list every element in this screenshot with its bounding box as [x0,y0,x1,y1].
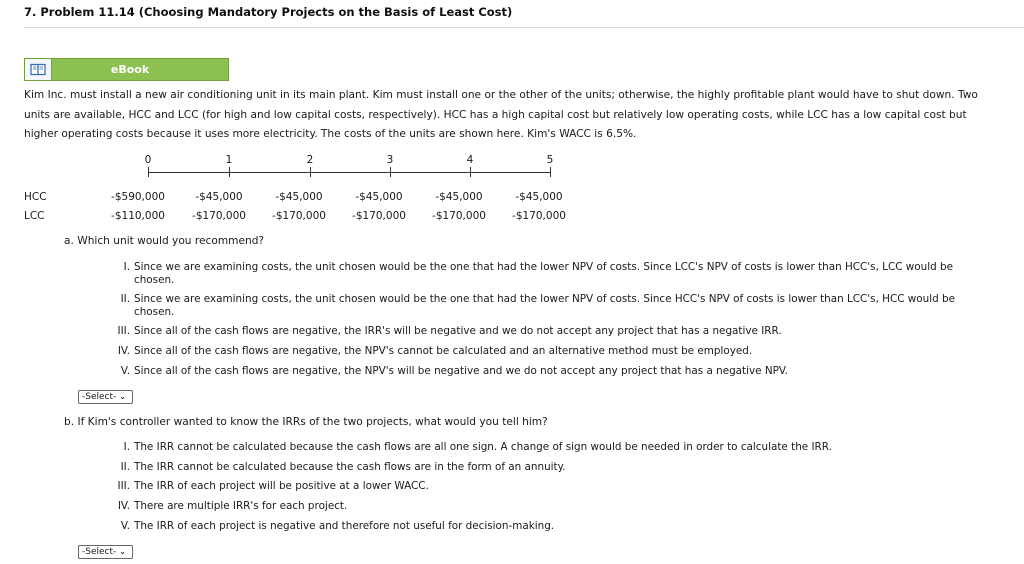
timeline-tick [310,167,311,177]
cash-flow-value: -$170,000 [512,210,566,222]
option-text: The IRR cannot be calculated because the cash flows are all one sign. A change of sign would be needed in order to calculate the IRR. [134,441,832,453]
cash-flow-value: -$590,000 [111,191,165,203]
timeline-tick [390,167,391,177]
option-number: I. [123,261,130,273]
question-b-prompt: b. If Kim's controller wanted to know the IRRs of the two projects, what would you tell him? [64,416,548,428]
period-label: 2 [306,154,314,166]
row-label-lcc: LCC [24,210,45,222]
question-a-option-1 [104,261,1004,287]
period-label: 4 [466,154,474,166]
cash-flow-value: -$45,000 [195,191,243,203]
timeline-tick [148,167,149,177]
period-label: 1 [225,154,233,166]
period-label: 0 [144,154,152,166]
question-a-option-2 [104,293,1004,319]
intro-line-3: higher operating costs because it uses more electricity. The costs of the units are shown here. Kim's WACC is 6.5%. [24,128,637,140]
option-number: IV. [117,500,130,512]
option-number: V. [120,365,130,377]
option-text: Since all of the cash flows are negative, the NPV's cannot be calculated and an alternative method must be employed. [134,345,753,357]
option-text: There are multiple IRR's for each project. [134,500,348,512]
option-number: II. [120,461,130,473]
option-number: IV. [117,345,130,357]
cash-flow-value: -$170,000 [192,210,246,222]
book-icon [25,59,52,80]
option-text: Since all of the cash flows are negative, the IRR's will be negative and we do not accept any project that has a negative IRR. [134,325,782,337]
option-text: The IRR cannot be calculated because the cash flows are in the form of an annuity. [134,461,566,473]
cash-flow-value: -$45,000 [275,191,323,203]
timeline-tick [229,167,230,177]
intro-line-1: Kim Inc. must install a new air conditioning unit in its main plant. Kim must install one or the other of the units; otherwise, the highly profitable plant would have to shut down. Two [24,89,978,101]
option-text: chosen. [134,306,175,318]
option-number: III. [117,325,130,337]
option-text: Since we are examining costs, the unit chosen would be the one that had the lower NPV of costs. Since LCC's NPV of costs is lower than HCC's, LCC would be [134,261,953,273]
chevron-down-icon: ⌄ [119,392,126,401]
select-value: -Select- [82,392,117,402]
period-label: 5 [546,154,554,166]
option-number: II. [120,293,130,305]
cash-flow-value: -$110,000 [111,210,165,222]
cash-flow-timeline [0,150,1024,230]
option-number: I. [123,441,130,453]
option-text: The IRR of each project is negative and therefore not useful for decision-making. [134,520,555,532]
option-text: The IRR of each project will be positive at a lower WACC. [134,480,429,492]
ebook-label: eBook [110,63,150,76]
cash-flow-value: -$45,000 [355,191,403,203]
row-label-hcc: HCC [24,191,47,203]
problem-description [24,86,1014,145]
problem-title: 7. Problem 11.14 (Choosing Mandatory Projects on the Basis of Least Cost) [24,5,513,19]
intro-line-2: units are available, HCC and LCC (for high and low capital costs, respectively). HCC has a high capital cost but relatively low operating costs, while LCC has a low capital cost but [24,108,967,121]
cash-flow-value: -$170,000 [352,210,406,222]
question-b-option-4 [104,500,1004,513]
question-b-option-3 [104,480,1004,493]
question-a-select[interactable] [78,390,133,404]
chevron-down-icon: ⌄ [119,547,126,556]
question-a-prompt: a. Which unit would you recommend? [64,235,265,247]
option-number: V. [120,520,130,532]
option-number: III. [117,480,130,492]
ebook-button[interactable] [24,58,229,81]
timeline-tick [470,167,471,177]
question-b-option-5 [104,520,1004,533]
question-a-option-4 [104,345,1004,358]
title-divider [24,27,1024,28]
option-text: chosen. [134,274,175,286]
option-text: Since all of the cash flows are negative, the NPV's will be negative and we do not accept any project that has a negative NPV. [134,365,788,377]
question-b-select[interactable] [78,545,133,559]
question-a-option-5 [104,365,1004,378]
cash-flow-value: -$170,000 [272,210,326,222]
select-value: -Select- [82,547,117,557]
question-b-option-2 [104,461,1004,474]
timeline-tick [550,167,551,177]
question-a-option-3 [104,325,1004,338]
period-label: 3 [386,154,394,166]
option-text: Since we are examining costs, the unit chosen would be the one that had the lower NPV of costs. Since HCC's NPV of costs is lower than LCC's, HCC would be [134,293,956,305]
timeline-axis [148,172,550,173]
cash-flow-value: -$45,000 [435,191,483,203]
question-b-option-1 [104,441,1004,454]
cash-flow-value: -$170,000 [432,210,486,222]
cash-flow-value: -$45,000 [515,191,563,203]
